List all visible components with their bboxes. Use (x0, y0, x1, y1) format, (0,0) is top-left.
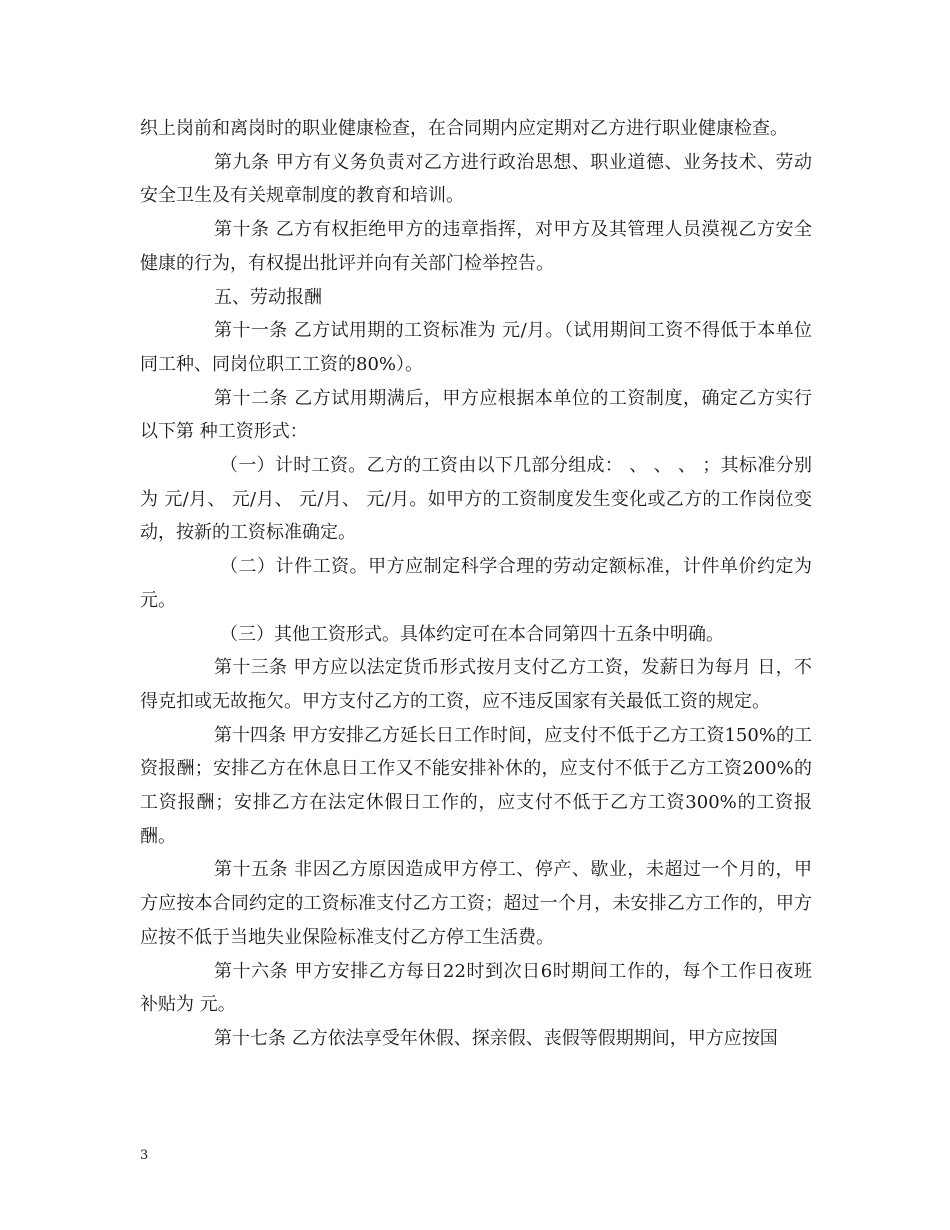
clause-piece-wage: （二）计件工资。甲方应制定科学合理的劳动定额标准，计件单价约定为 元。 (140, 556, 812, 611)
article-13: 第十三条 甲方应以法定货币形式按月支付乙方工资，发薪日为每月 日，不得克扣或无故拖欠。甲方支付乙方的工资，应不违反国家有关最低工资的规定。 (140, 657, 812, 712)
document-body (140, 112, 812, 1056)
article-15: 第十五条 非因乙方原因造成甲方停工、停产、歇业，未超过一个月的，甲方应按本合同约定的工资标准支付乙方工资；超过一个月，未安排乙方工作的，甲方应按不低于当地失业保险标准支付乙方停工生活费。 (140, 859, 812, 948)
clause-time-wage: （一）计时工资。乙方的工资由以下几部分组成： 、 、 、 ；其标准分别为 元/月、 元/月、 元/月、 元/月。如甲方的工资制度发生变化或乙方的工作岗位变动，按新的工资标准确定。 (140, 455, 812, 544)
paragraph-continuation: 织上岗前和离岗时的职业健康检查，在合同期内应定期对乙方进行职业健康检查。 (140, 118, 788, 139)
article-16: 第十六条 甲方安排乙方每日22时到次日6时期间工作的，每个工作日夜班补贴为 元。 (140, 960, 812, 1016)
article-17: 第十七条 乙方依法享受年休假、探亲假、丧假等假期期间，甲方应按国 (214, 1027, 778, 1049)
article-14: 第十四条 甲方安排乙方延长日工作时间，应支付不低于乙方工资150%的工资报酬；安排乙方在休息日工作又不能安排补休的，应支付不低于乙方工资200%的工资报酬；安排乙方在法定休假日工作的，应支付不低于乙方工资300%的工资报酬。 (140, 724, 812, 847)
section-heading-labor-remuneration: 五、劳动报酬 (214, 286, 322, 308)
article-10: 第十条 乙方有权拒绝甲方的违章指挥，对甲方及其管理人员漠视乙方安全健康的行为，有权提出批评并向有关部门检举控告。 (140, 219, 812, 274)
article-9: 第九条 甲方有义务负责对乙方进行政治思想、职业道德、业务技术、劳动安全卫生及有关规章制度的教育和培训。 (140, 151, 812, 207)
article-12: 第十二条 乙方试用期满后，甲方应根据本单位的工资制度，确定乙方实行以下第 种工资形式： (140, 387, 812, 443)
article-11: 第十一条 乙方试用期的工资标准为 元/月。（试用期间工资不得低于本单位同工种、同岗位职工工资的80%）。 (140, 320, 812, 375)
clause-other-wage: （三）其他工资形式。具体约定可在本合同第四十五条中明确。 (220, 623, 724, 645)
page-number: 3 (140, 1148, 149, 1163)
